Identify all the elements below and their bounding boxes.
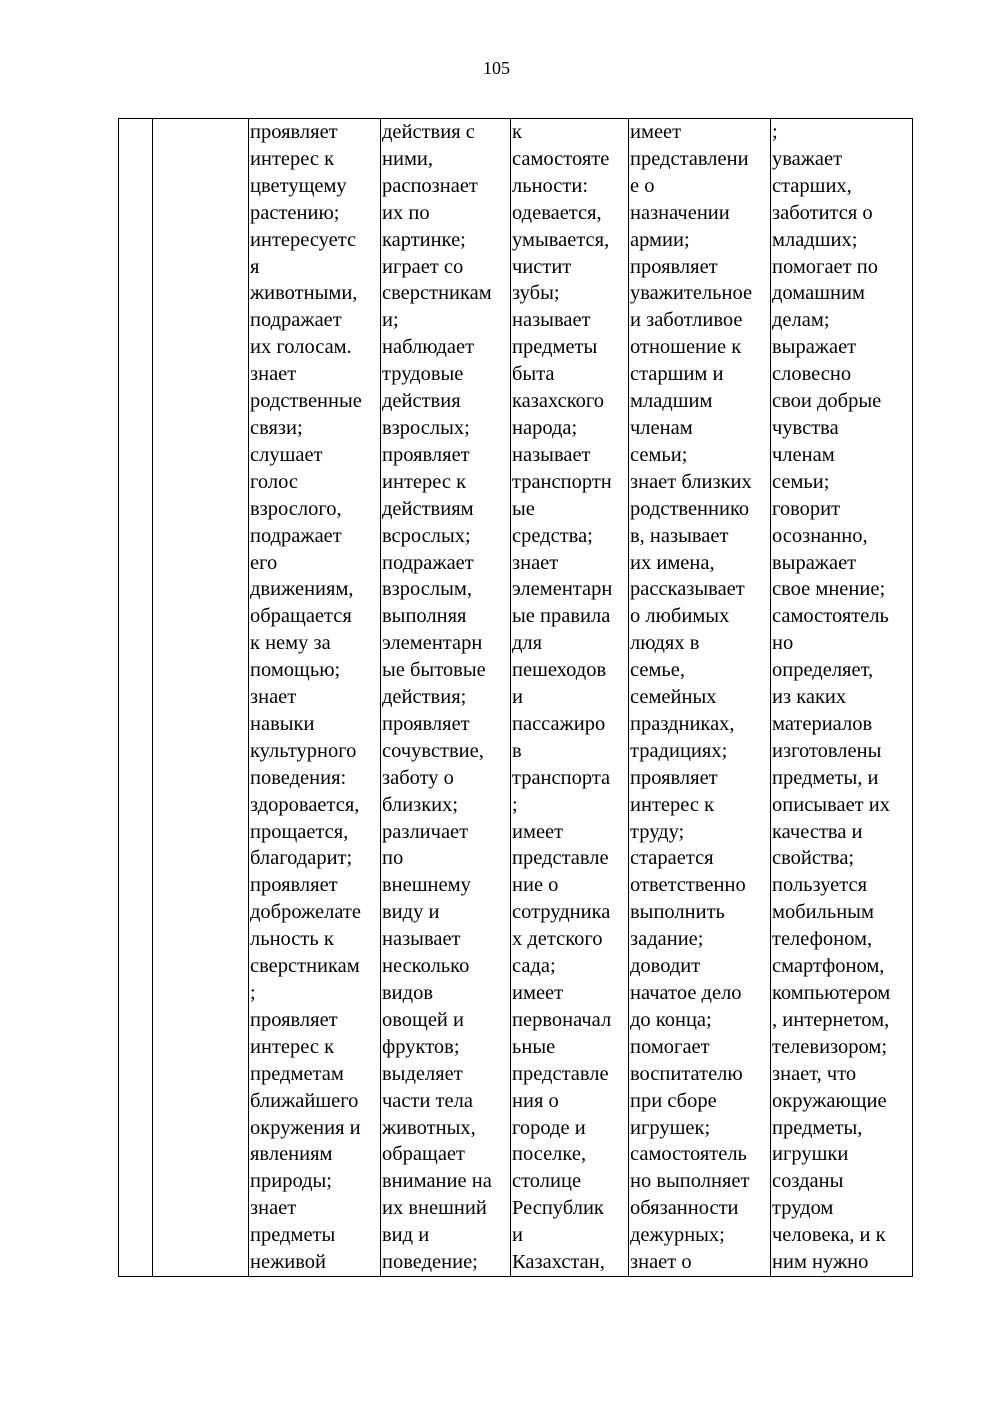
- cell-text-line: ответственно: [630, 874, 746, 897]
- cell-text-line: слушает: [250, 443, 323, 466]
- cell-text-line: семьи;: [630, 443, 688, 466]
- cell-text-line: транспортн: [512, 470, 612, 493]
- cell-text-line: и заботливое: [630, 309, 743, 332]
- cell-text-line: картинке;: [382, 228, 466, 251]
- cell-text-line: рассказывает: [630, 578, 745, 601]
- cell-text-line: делам;: [772, 309, 830, 332]
- table-cell-col-3: [249, 119, 381, 1277]
- cell-text-line: их внешний: [382, 1197, 487, 1220]
- cell-text-line: мобильным: [772, 901, 874, 924]
- cell-text-line: предметы, и: [772, 766, 879, 789]
- cell-text-line: самостояте: [512, 147, 610, 170]
- cell-text-line: фруктов;: [382, 1035, 460, 1058]
- cell-text-line: народа;: [512, 416, 578, 439]
- cell-text-line: дежурных;: [630, 1224, 725, 1247]
- cell-text-line: называет: [382, 928, 461, 951]
- cell-text-line: близких;: [382, 793, 459, 816]
- cell-text-line: выражает: [772, 336, 857, 359]
- cell-text-line: поведение;: [382, 1251, 478, 1274]
- cell-text-line: определяет,: [772, 659, 874, 682]
- cell-text-line: здоровается,: [250, 793, 360, 816]
- cell-text-line: Республик: [512, 1197, 604, 1220]
- cell-text-line: проявляет: [250, 874, 338, 897]
- cell-text-line: подражает: [250, 524, 342, 547]
- cell-text-line: имеет: [512, 820, 564, 843]
- cell-text-line: игрушки: [772, 1143, 849, 1166]
- cell-text-line: видов: [382, 982, 434, 1004]
- cell-text-line: имеет: [512, 982, 564, 1004]
- cell-text-line: элементарн: [382, 632, 483, 655]
- cell-text-line: помогает: [630, 1035, 710, 1058]
- cell-text-line: членам: [772, 443, 835, 466]
- cell-text-line: благодарит;: [250, 847, 353, 870]
- cell-text-line: проявляет: [382, 712, 470, 735]
- cell-text-line: ые правила: [512, 605, 611, 628]
- cell-text-line: ним нужно: [772, 1251, 869, 1274]
- cell-text-line: семейных: [630, 686, 717, 709]
- cell-text-line: играет со: [382, 255, 464, 278]
- cell-text-line: обращает: [382, 1143, 465, 1166]
- cell-text-line: семье,: [630, 659, 685, 682]
- cell-text-line: льность к: [250, 928, 334, 951]
- cell-text-line: их голосам.: [250, 336, 352, 359]
- table-cell-col-4: [381, 119, 511, 1277]
- cell-text-line: ьные: [512, 1035, 556, 1058]
- cell-text-line: казахского: [512, 390, 605, 413]
- cell-text-line: свойства;: [772, 847, 855, 870]
- cell-text-line: армии;: [630, 228, 690, 251]
- cell-text-line: окружающие: [772, 1089, 887, 1112]
- cell-text-line: неживой: [250, 1251, 326, 1274]
- cell-text-line: доводит: [630, 955, 701, 978]
- cell-text-line: виду и: [382, 901, 440, 924]
- cell-text-line: элементарн: [512, 578, 613, 601]
- cell-text-line: знает: [250, 363, 297, 386]
- cell-text-line: словесно: [772, 363, 852, 386]
- cell-text-line: качества и: [772, 820, 863, 843]
- cell-text-line: членам: [630, 416, 693, 439]
- cell-text-line: одевается,: [512, 201, 602, 224]
- cell-text-line: столице: [512, 1170, 582, 1193]
- cell-text-line: различает: [382, 820, 469, 843]
- cell-text-line: описывает их: [772, 793, 890, 816]
- cell-text-line: смартфоном,: [772, 955, 885, 978]
- cell-text-line: всрослых;: [382, 524, 471, 547]
- cell-text-line: ;: [512, 793, 518, 816]
- cell-text-line: уважает: [772, 147, 843, 170]
- cell-text-line: начатое дело: [630, 982, 742, 1004]
- cell-text-line: из каких: [772, 686, 847, 709]
- cell-text-line: представлени: [630, 147, 749, 170]
- cell-text-line: подражает: [382, 551, 474, 574]
- cell-text-line: подражает: [250, 309, 342, 332]
- cell-text-line: представле: [512, 847, 609, 870]
- cell-text-line: и: [512, 1224, 523, 1247]
- cell-text-line: выделяет: [382, 1062, 463, 1085]
- cell-text-line: части тела: [382, 1089, 473, 1112]
- cell-text-line: в, называет: [630, 524, 729, 547]
- cell-text-line: воспитателю: [630, 1062, 743, 1085]
- cell-text-line: действия;: [382, 686, 467, 709]
- cell-text-line: городе и: [512, 1116, 586, 1139]
- cell-text-line: движениям,: [250, 578, 354, 601]
- cell-text-line: родственнико: [630, 497, 750, 520]
- cell-text-line: человека, и к: [772, 1224, 886, 1247]
- cell-text-line: осознанно,: [772, 524, 868, 547]
- content-table: [118, 118, 913, 1277]
- cell-text-line: чистит: [512, 255, 572, 278]
- cell-text-line: поселке,: [512, 1143, 587, 1166]
- cell-text-line: ;: [250, 982, 256, 1004]
- page-number: 105: [483, 58, 510, 78]
- cell-text-line: предметам: [250, 1062, 344, 1085]
- table-cell-col-6: [629, 119, 771, 1277]
- cell-text-line: е о: [630, 174, 655, 197]
- cell-text-line: Казахстан,: [512, 1251, 605, 1274]
- cell-text-line: поведения:: [250, 766, 347, 789]
- cell-text-line: трудовые: [382, 363, 464, 386]
- cell-text-line: взрослым,: [382, 578, 472, 601]
- cell-text-line: растению;: [250, 201, 340, 224]
- cell-text-line: его: [250, 551, 278, 574]
- cell-text-line: телевизором;: [772, 1035, 888, 1058]
- cell-text-line: х детского: [512, 928, 603, 951]
- cell-text-line: старшим и: [630, 363, 724, 386]
- cell-text-line: но выполняет: [630, 1170, 750, 1193]
- cell-text-line: знает: [250, 1197, 297, 1220]
- table-cell-col-2: [153, 119, 249, 1277]
- cell-text-line: говорит: [772, 497, 841, 520]
- cell-text-line: самостоятель: [630, 1143, 747, 1166]
- cell-text-line: игрушек;: [630, 1116, 711, 1139]
- cell-text-line: быта: [512, 363, 555, 386]
- cell-text-line: обращается: [250, 605, 352, 628]
- cell-text-line: животными,: [250, 282, 358, 305]
- cell-text-line: проявляет: [630, 255, 718, 278]
- cell-text-line: пассажиро: [512, 712, 606, 735]
- cell-text-line: овощей и: [382, 1008, 464, 1031]
- cell-text-line: , интернетом,: [772, 1008, 890, 1031]
- cell-text-line: проявляет: [630, 766, 718, 789]
- cell-text-line: сотрудника: [512, 901, 611, 924]
- cell-text-line: родственные: [250, 390, 362, 413]
- cell-text-line: интересуетс: [250, 228, 357, 251]
- cell-text-line: сада;: [512, 955, 556, 978]
- cell-text-line: традициях;: [630, 739, 728, 762]
- cell-text-line: явлениям: [250, 1143, 333, 1166]
- cell-text-line: ые: [512, 497, 535, 520]
- cell-text-line: уважительное: [630, 282, 753, 305]
- cell-text-line: знает, что: [772, 1062, 857, 1085]
- cell-text-line: первоначал: [512, 1008, 612, 1031]
- cell-text-line: взрослых;: [382, 416, 470, 439]
- cell-text-line: представле: [512, 1062, 609, 1085]
- cell-text-line: средства;: [512, 524, 593, 547]
- cell-text-line: отношение к: [630, 336, 742, 359]
- cell-text-line: льности:: [512, 174, 589, 197]
- cell-text-line: их имена,: [630, 551, 715, 574]
- table-cell-col-5: [511, 119, 629, 1277]
- cell-text-line: внимание на: [382, 1170, 492, 1193]
- cell-text-line: умывается,: [512, 228, 610, 251]
- cell-text-line: заботу о: [382, 766, 454, 789]
- cell-text-line: и: [512, 686, 523, 709]
- cell-text-line: голос: [250, 470, 298, 493]
- cell-text-line: навыки: [250, 712, 315, 735]
- cell-text-line: помогает по: [772, 255, 878, 278]
- cell-text-line: я: [250, 255, 260, 278]
- cell-text-line: действиям: [382, 497, 474, 520]
- cell-text-line: природы;: [250, 1170, 332, 1193]
- table-cell-col-1: [119, 119, 153, 1277]
- cell-text-line: культурного: [250, 739, 357, 762]
- cell-text-line: действия с: [382, 121, 475, 143]
- cell-text-line: знает: [250, 686, 297, 709]
- cell-text-line: предметы: [250, 1224, 336, 1247]
- cell-text-line: но: [772, 632, 794, 655]
- cell-text-line: их по: [382, 201, 430, 224]
- cell-text-line: наблюдает: [382, 336, 475, 359]
- cell-text-line: животных,: [382, 1116, 476, 1139]
- cell-text-line: сверстникам: [382, 282, 492, 305]
- cell-text-line: ;: [772, 121, 778, 143]
- cell-text-line: чувства: [772, 416, 839, 439]
- cell-text-line: сочувствие,: [382, 739, 484, 762]
- cell-text-line: интерес к: [630, 793, 715, 816]
- cell-text-line: материалов: [772, 712, 873, 735]
- cell-text-line: вид и: [382, 1224, 430, 1247]
- cell-text-line: старших,: [772, 174, 852, 197]
- cell-text-line: ния о: [512, 1089, 559, 1112]
- cell-text-line: цветущему: [250, 174, 347, 197]
- cell-text-line: старается: [630, 847, 714, 870]
- cell-text-line: свои добрые: [772, 390, 882, 413]
- cell-text-line: о любимых: [630, 605, 730, 628]
- cell-text-line: семьи;: [772, 470, 830, 493]
- cell-text-line: при сборе: [630, 1089, 717, 1112]
- table-row: [119, 119, 913, 1277]
- cell-text-line: выражает: [772, 551, 857, 574]
- cell-text-line: связи;: [250, 416, 303, 439]
- cell-text-line: проявляет: [382, 443, 470, 466]
- cell-text-line: младшим: [630, 390, 713, 413]
- cell-text-line: называет: [512, 309, 591, 332]
- cell-text-line: выполняя: [382, 605, 467, 628]
- cell-text-line: предметы: [512, 336, 598, 359]
- cell-text-line: транспорта: [512, 766, 611, 789]
- cell-text-line: самостоятель: [772, 605, 889, 628]
- cell-text-line: трудом: [772, 1197, 834, 1220]
- cell-text-line: по: [382, 847, 404, 870]
- cell-text-line: назначении: [630, 201, 730, 224]
- cell-text-line: сверстникам: [250, 955, 360, 978]
- cell-text-line: ближайшего: [250, 1089, 359, 1112]
- cell-text-line: знает о: [630, 1251, 692, 1274]
- cell-text-line: свое мнение;: [772, 578, 886, 601]
- cell-text-line: изготовлены: [772, 739, 882, 762]
- cell-text-line: пользуется: [772, 874, 868, 897]
- cell-text-line: знает: [512, 551, 559, 574]
- cell-text-line: интерес к: [250, 1035, 335, 1058]
- cell-text-line: выполнить: [630, 901, 725, 924]
- cell-text-line: внешнему: [382, 874, 471, 897]
- cell-text-line: к: [512, 121, 522, 143]
- table-cell-col-7: [771, 119, 913, 1277]
- cell-text-line: ними,: [382, 147, 434, 170]
- cell-text-line: распознает: [382, 174, 478, 197]
- cell-text-line: прощается,: [250, 820, 349, 843]
- cell-text-line: компьютером: [772, 982, 891, 1004]
- cell-text-line: помощью;: [250, 659, 341, 682]
- cell-text-line: и;: [382, 309, 399, 332]
- cell-text-line: ые бытовые: [382, 659, 486, 682]
- cell-text-line: для: [512, 632, 543, 655]
- cell-text-line: проявляет: [250, 121, 338, 143]
- cell-text-line: пешеходов: [512, 659, 607, 682]
- cell-text-line: труду;: [630, 820, 685, 843]
- cell-text-line: в: [512, 739, 522, 762]
- cell-text-line: обязанности: [630, 1197, 739, 1220]
- cell-text-line: действия: [382, 390, 461, 413]
- cell-text-line: созданы: [772, 1170, 844, 1193]
- cell-text-line: младших;: [772, 228, 858, 251]
- cell-text-line: имеет: [630, 121, 682, 143]
- cell-text-line: задание;: [630, 928, 704, 951]
- cell-text-line: интерес к: [250, 147, 335, 170]
- cell-text-line: домашним: [772, 282, 865, 305]
- cell-text-line: проявляет: [250, 1008, 338, 1031]
- cell-text-line: знает близких: [630, 470, 752, 493]
- cell-text-line: ние о: [512, 874, 559, 897]
- cell-text-line: взрослого,: [250, 497, 342, 520]
- cell-text-line: зубы;: [512, 282, 560, 305]
- cell-text-line: окружения и: [250, 1116, 361, 1139]
- cell-text-line: интерес к: [382, 470, 467, 493]
- cell-text-line: телефоном,: [772, 928, 873, 951]
- cell-text-line: предметы,: [772, 1116, 863, 1139]
- cell-text-line: доброжелате: [250, 901, 361, 924]
- cell-text-line: заботится о: [772, 201, 873, 224]
- cell-text-line: называет: [512, 443, 591, 466]
- cell-text-line: несколько: [382, 955, 470, 978]
- cell-text-line: к нему за: [250, 632, 331, 655]
- cell-text-line: праздниках,: [630, 712, 735, 735]
- cell-text-line: до конца;: [630, 1008, 712, 1031]
- cell-text-line: людях в: [630, 632, 700, 655]
